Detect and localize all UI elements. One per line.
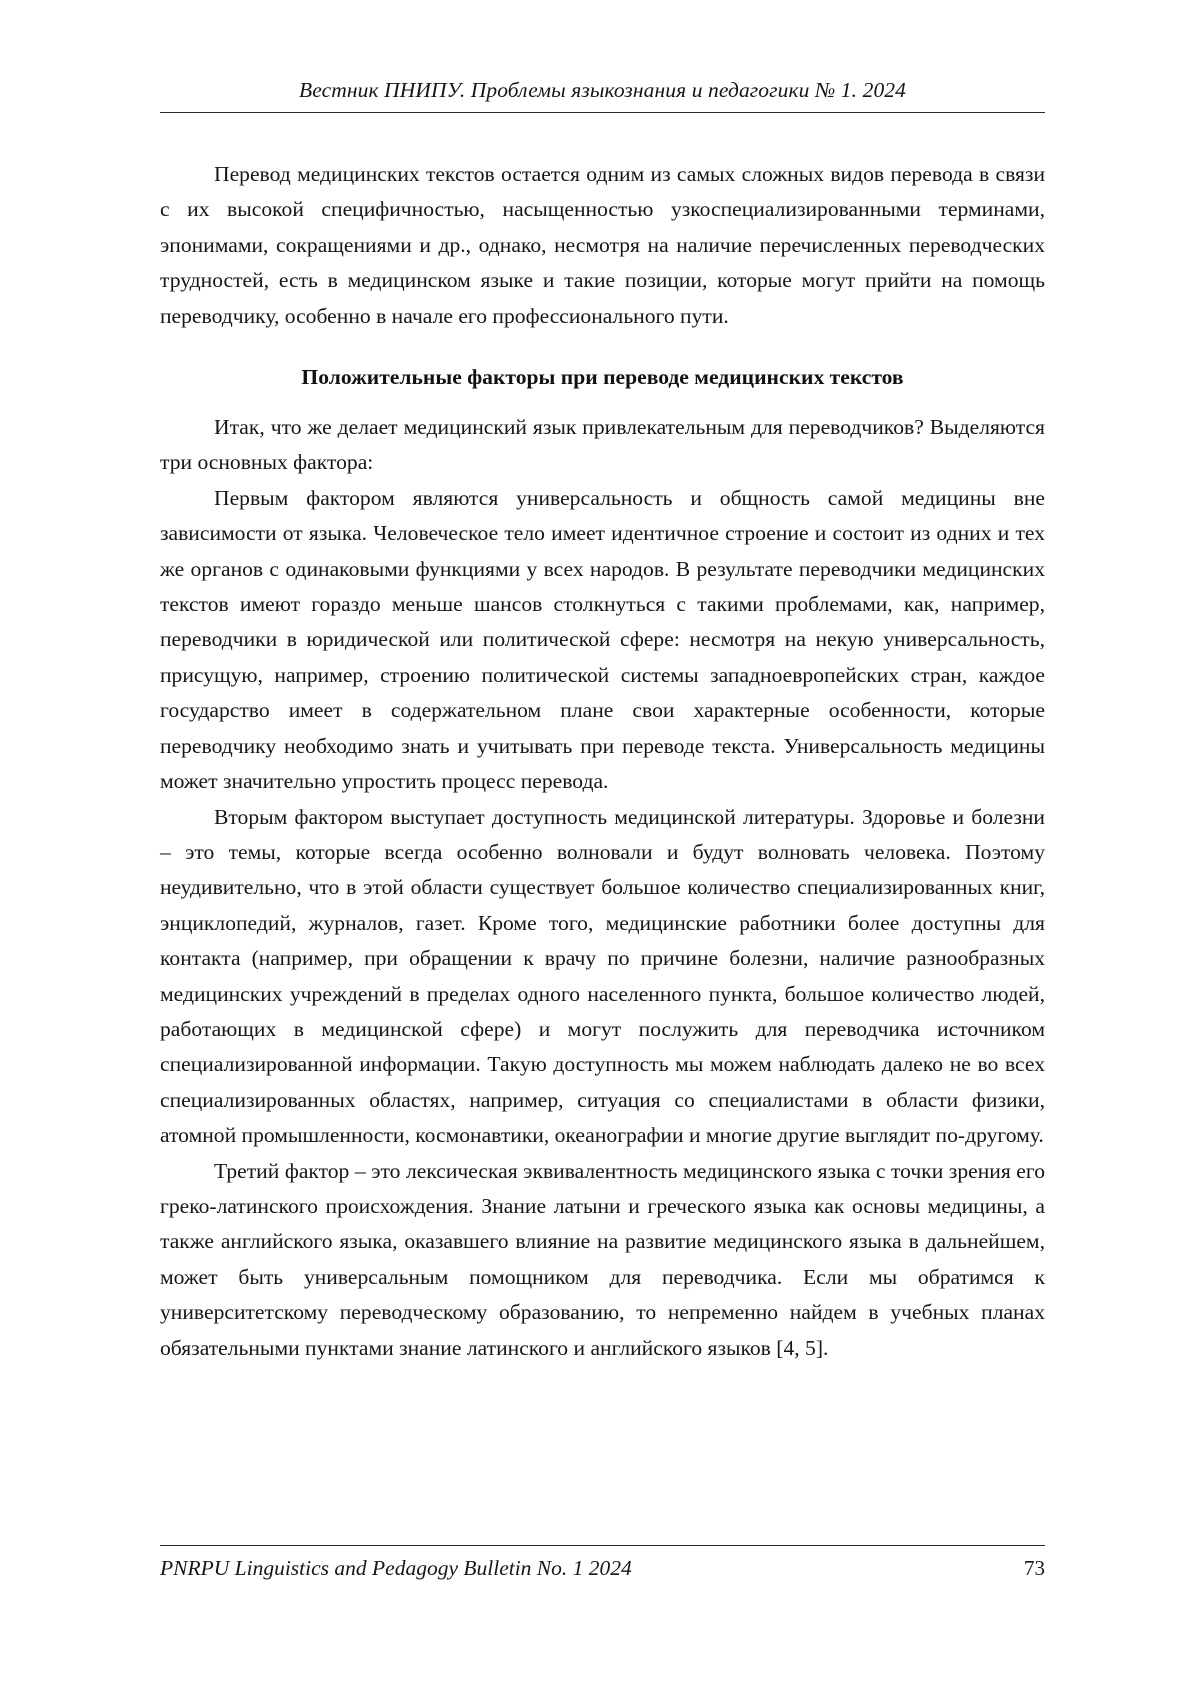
paragraph: Перевод медицинских текстов остается одним из самых сложных видов перевода в связи с их высокой специфичностью, насыщенностью узкоспециализированными терминами, эпонимами, сокращениями и др., однако, несмотря на наличие перечисленных переводческих трудностей, есть в медицинском языке и такие позиции, которые могут прийти на помощь переводчику, особенно в начале его профессионального пути. — [160, 162, 1045, 328]
paragraph: Третий фактор – это лексическая эквивалентность медицинского языка с точки зрения его греко-латинского происхождения. Знание латыни и греческого языка как основы медицины, а также английского языка, оказавшего влияние на развитие медицинского языка в дальнейшем, может быть универсальным помощником для переводчика. Если мы обратимся к университетскому переводческому образованию, то непременно найдем в учебных планах обязательными пунктами знание латинского и английского языков [4, 5]. — [160, 1158, 1045, 1360]
section-heading: Положительные факторы при переводе медицинских текстов — [301, 365, 904, 390]
page-footer — [160, 1545, 1045, 1581]
footer-row — [160, 1556, 1045, 1581]
article-body — [160, 157, 1045, 1366]
header-rule — [160, 112, 1045, 113]
paragraph: Первым фактором являются универсальность и общность самой медицины вне зависимости от языка. Человеческое тело имеет идентичное строение и состоит из одних и тех же органов с одинаковыми функциями у всех народов. В результате переводчики медицинских текстов имеют гораздо меньше шансов столкнуться с такими проблемами, как, например, переводчики в юридической или политической сфере: несмотря на некую универсальность, присущую, например, строению политической системы западноевропейских стран, каждое государство имеет в содержательном плане свои характерные особенности, которые переводчику необходимо знать и учитывать при переводе текста. Универсальность медицины может значительно упростить процесс перевода. — [160, 485, 1045, 794]
running-head: Вестник ПНИПУ. Проблемы языкознания и педагогики № 1. 2024 — [298, 78, 907, 102]
footer-rule — [160, 1545, 1045, 1546]
paragraph: Вторым фактором выступает доступность медицинской литературы. Здоровье и болезни – это темы, которые всегда особенно волновали и будут волновать человека. Поэтому неудивительно, что в этой области существует большое количество специализированных книг, энциклопедий, журналов, газет. Кроме того, медицинские работники более доступны для контакта (например, при обращении к врачу по причине болезни, наличие разнообразных медицинских учреждений в пределах одного населенного пункта, большое количество людей, работающих в медицинской сфере) и могут послужить для переводчика источником специализированной информации. Такую доступность мы можем наблюдать далеко не во всех специализированных областях, например, ситуация со специалистами в области физики, атомной промышленности, космонавтики, океанографии и многие другие выглядит по-другому. — [160, 804, 1045, 1148]
paragraph: Итак, что же делает медицинский язык привлекательным для переводчиков? Выделяются три основных фактора: — [160, 415, 1045, 475]
footer-journal-title: PNRPU Linguistics and Pedagogy Bulletin No. 1 2024 — [160, 1556, 632, 1580]
page-number: 73 — [1024, 1556, 1045, 1580]
page-content-column — [160, 0, 1045, 1366]
